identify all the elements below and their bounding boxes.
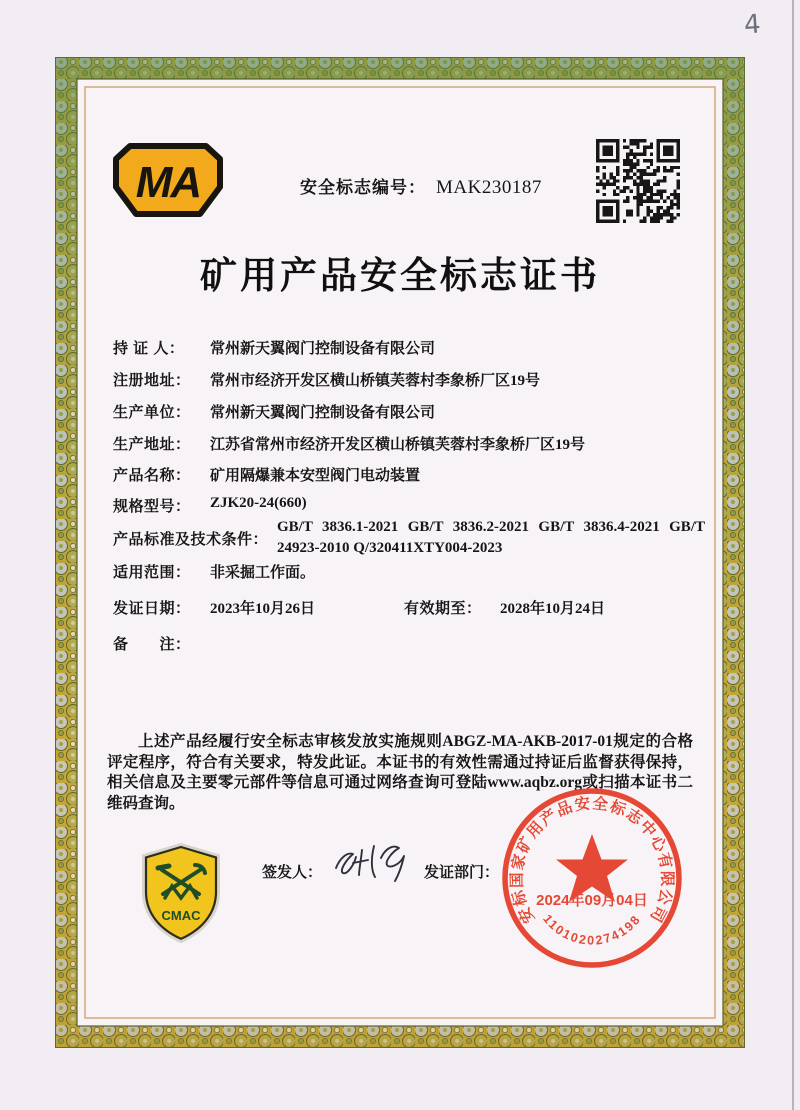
field-value-standards: GB/T 3836.1-2021 GB/T 3836.2-2021 GB/T 3836.4-2021 GB/T 24923-2010 Q/320411XTY004-2023 [277,519,705,556]
field-label-holder: 持 证 人： [113,340,185,357]
field-value-holder: 常州新天翼阀门控制设备有限公司 [210,341,436,357]
signer-label: 签发人： [262,864,323,881]
field-label-manufacturer: 生产单位： [113,404,191,421]
field-label-product-name: 产品名称： [113,467,191,484]
ma-safety-mark-logo [112,142,224,218]
svg-text:1101020274198 [540,912,644,948]
remark-label: 备 注： [113,636,191,653]
valid-until-value: 2028年10月24日 [500,601,606,617]
seal-ring-text: 安标国家矿用产品安全标志中心有限公司 [508,795,676,926]
field-label-production-address: 生产地址： [113,436,191,453]
issuer-seal [499,785,685,971]
field-value-production-address: 江苏省常州市经济开发区横山桥镇芙蓉村李象桥厂区19号 [210,437,586,453]
field-label-model: 规格型号： [113,498,191,515]
field-value-product-name: 矿用隔爆兼本安型阀门电动装置 [210,468,421,484]
field-value-manufacturer: 常州新天翼阀门控制设备有限公司 [210,405,436,421]
qr-code-icon [596,139,680,223]
cmac-badge-text: CMAC [161,908,201,923]
certificate-statement: 上述产品经履行安全标志审核发放实施规则ABGZ-MA-AKB-2017-01规定的合格评定程序，符合有关要求，特发此证。本证书的有效性需通过持证后监督获得保持，相关信息及主要零元部件等信息可通过网络查询可登陆www.aqbz.org或扫描本证书二维码查询。 [107,733,693,812]
seal-number: 1101020274198 [540,911,644,948]
certificate-number-label: 安全标志编号： [300,178,426,197]
field-label-scope: 适用范围： [113,564,191,581]
signer-signature [326,832,426,890]
scan-edge-line [792,0,794,1110]
issue-date-label: 发证日期： [113,600,191,617]
field-value-registered-address: 常州市经济开发区横山桥镇芙蓉村李象桥厂区19号 [210,373,541,389]
field-value-model: ZJK20-24(660) [210,495,307,511]
page-number: 4 [742,9,762,41]
issuer-label: 发证部门： [424,864,500,881]
valid-until-label: 有效期至： [404,600,482,617]
issue-date-value: 2023年10月26日 [210,601,316,617]
certificate-number-value: MAK230187 [436,177,542,198]
certificate-title: 矿用产品安全标志证书 [200,256,600,297]
field-value-scope: 非采掘工作面。 [210,565,316,581]
seal-date: 2024年09月04日 [536,892,648,909]
field-label-standards: 产品标准及技术条件： [113,531,269,548]
field-label-registered-address: 注册地址： [113,372,191,389]
certificate-number-row [300,173,542,199]
cmac-badge [138,842,224,945]
ma-logo-text: MA [135,158,201,207]
